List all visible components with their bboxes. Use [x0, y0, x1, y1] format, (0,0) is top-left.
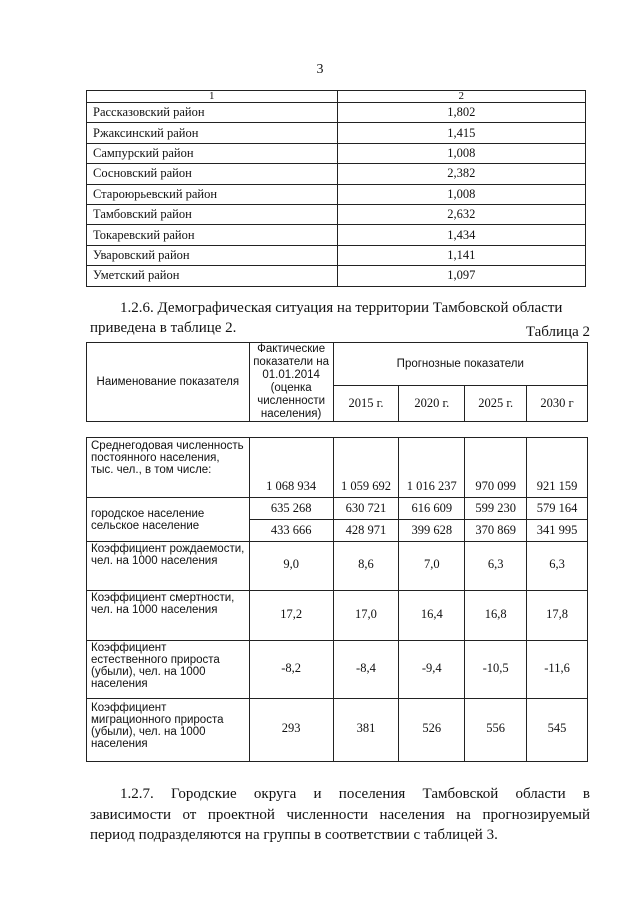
table-row: [87, 225, 586, 245]
row-label: Коэффициент рождаемости, чел. на 1000 населения: [87, 542, 250, 591]
table-row: [87, 103, 586, 123]
paragraph-demographics: 1.2.6. Демографическая ситуация на территории Тамбовской области приведена в таблице 2.: [90, 300, 563, 336]
value-2020: 1 016 237: [399, 438, 465, 498]
header-forecast-group: Прогнозные показатели: [333, 343, 587, 386]
table-row-birth-rate: [87, 542, 588, 591]
value-2030: 17,8: [527, 591, 588, 641]
district-name: Уметский район: [87, 266, 338, 286]
table-row: [87, 204, 586, 224]
district-value: 2,382: [337, 164, 585, 184]
value-2030: 545: [527, 699, 588, 762]
value-2015: 630 721: [333, 498, 399, 520]
table-row-average-population: [87, 438, 588, 498]
value-2025: -10,5: [465, 641, 527, 699]
value-2020: 16,4: [399, 591, 465, 641]
table-row-migration-growth: [87, 699, 588, 762]
value-2030: -11,6: [527, 641, 588, 699]
table-row: [87, 164, 586, 184]
table-row: [87, 184, 586, 204]
value-actual: 635 268: [249, 498, 333, 520]
value-2030: 579 164: [527, 498, 588, 520]
row-label: Коэффициент миграционного прироста (убыли), чел. на 1000 населения: [87, 699, 250, 762]
value-2025: 556: [465, 699, 527, 762]
paragraph-line: зависимости от проектной численности населения на прогнозируемый: [90, 806, 590, 823]
value-2030: 921 159: [527, 438, 588, 498]
district-value: 1,097: [337, 266, 585, 286]
value-2020: -9,4: [399, 641, 465, 699]
value-actual: -8,2: [249, 641, 333, 699]
value-2015: 1 059 692: [333, 438, 399, 498]
value-2015: 381: [333, 699, 399, 762]
district-name: Токаревский район: [87, 225, 338, 245]
district-name: Тамбовский район: [87, 204, 338, 224]
district-name: Сосновский район: [87, 164, 338, 184]
value-2015: 8,6: [333, 542, 399, 591]
value-2025: 6,3: [465, 542, 527, 591]
label-rural: сельское население: [91, 519, 200, 532]
value-actual: 17,2: [249, 591, 333, 641]
district-value: 1,141: [337, 245, 585, 265]
header-actual: Фактические показатели на 01.01.2014 (оценка численности населения): [249, 343, 333, 422]
table-row-death-rate: [87, 591, 588, 641]
districts-table: [86, 90, 586, 287]
district-name: Рассказовский район: [87, 103, 338, 123]
demographics-table-body: [86, 437, 588, 762]
district-name: Сампурский район: [87, 143, 338, 163]
value-2020: 7,0: [399, 542, 465, 591]
value-actual: 293: [249, 699, 333, 762]
header-year-2030: 2030 г: [527, 385, 588, 421]
value-actual: 9,0: [249, 542, 333, 591]
table-row-urban: [87, 498, 588, 520]
col-header-1: 1: [87, 91, 338, 103]
row-label: Коэффициент смертности, чел. на 1000 населения: [87, 591, 250, 641]
paragraph-line: период подразделяются на группы в соответствии с таблицей 3.: [90, 827, 498, 843]
header-indicator-name: Наименование показателя: [87, 343, 250, 422]
value-2015: 428 971: [333, 520, 399, 542]
district-value: 1,434: [337, 225, 585, 245]
table-row-natural-growth: [87, 641, 588, 699]
district-name: Уваровский район: [87, 245, 338, 265]
value-2025: 16,8: [465, 591, 527, 641]
table-row: [87, 266, 586, 286]
value-2030: 6,3: [527, 542, 588, 591]
value-2015: 17,0: [333, 591, 399, 641]
row-label: Среднегодовая численность постоянного населения, тыс. чел., в том числе:: [87, 438, 250, 498]
value-2025: 970 099: [465, 438, 527, 498]
district-value: 1,008: [337, 143, 585, 163]
table-row: [87, 123, 586, 143]
value-2020: 526: [399, 699, 465, 762]
value-actual: 433 666: [249, 520, 333, 542]
row-label-urban-rural: [87, 498, 250, 542]
header-year-2020: 2020 г.: [399, 385, 465, 421]
header-year-2025: 2025 г.: [465, 385, 527, 421]
value-2025: 599 230: [465, 498, 527, 520]
value-2015: -8,4: [333, 641, 399, 699]
value-2020: 399 628: [399, 520, 465, 542]
row-label: Коэффициент естественного прироста (убыли), чел. на 1000 населения: [87, 641, 250, 699]
table-row: [87, 245, 586, 265]
district-value: 1,415: [337, 123, 585, 143]
demographics-table-header: [86, 342, 588, 422]
value-actual: 1 068 934: [249, 438, 333, 498]
table-caption: Таблица 2: [525, 324, 590, 340]
value-2020: 616 609: [399, 498, 465, 520]
district-name: Староюрьевский район: [87, 184, 338, 204]
value-2025: 370 869: [465, 520, 527, 542]
paragraph-settlement-groups: [90, 784, 590, 846]
district-value: 2,632: [337, 204, 585, 224]
label-urban: городское население: [91, 507, 205, 520]
page-number: 3: [316, 62, 324, 77]
table-header-row: [87, 91, 586, 103]
header-year-2015: 2015 г.: [333, 385, 399, 421]
col-header-2: 2: [337, 91, 585, 103]
district-value: 1,802: [337, 103, 585, 123]
value-2030: 341 995: [527, 520, 588, 542]
table-row: [87, 143, 586, 163]
district-value: 1,008: [337, 184, 585, 204]
paragraph-line: 1.2.7. Городские округа и поселения Тамбовской области в: [120, 786, 590, 802]
district-name: Ржаксинский район: [87, 123, 338, 143]
